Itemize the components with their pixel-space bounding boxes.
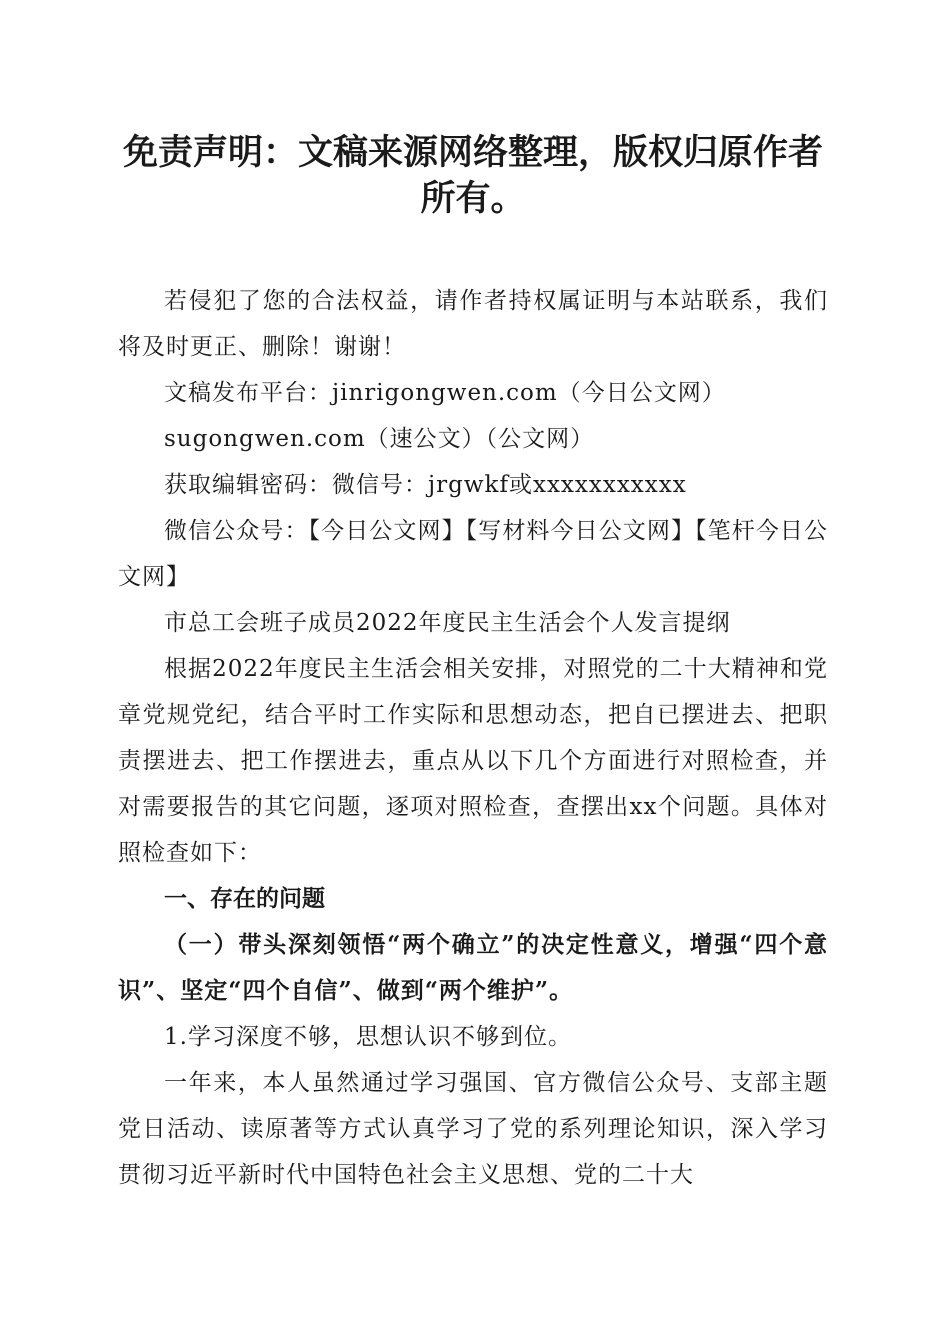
paragraph-copyright-notice: 若侵犯了您的合法权益，请作者持权属证明与本站联系，我们将及时更正、删除！谢谢！ xyxy=(118,288,828,360)
document-page xyxy=(118,130,828,1198)
paragraph-wechat-accounts: 微信公众号：【今日公文网】【写材料今日公文网】【笔杆今日公文网】 xyxy=(118,518,828,590)
paragraph-publish-platform: 文稿发布平台：jinrigongwen.com（今日公文网） xyxy=(164,380,726,406)
paragraph-alt-platforms: sugongwen.com（速公文）（公文网） xyxy=(164,426,595,452)
item-heading: 1.学习深度不够，思想认识不够到位。 xyxy=(164,1024,572,1050)
disclaimer-title: 免责声明：文稿来源网络整理，版权归原作者所有。 xyxy=(122,133,823,219)
section-heading: 一、存在的问题 xyxy=(164,886,325,912)
item-paragraph: 一年来，本人虽然通过学习强国、官方微信公众号、支部主题党日活动、读原著等方式认真学习了党的系列理论知识，深入学习贯彻习近平新时代中国特色社会主义思想、党的二十大 xyxy=(118,1070,828,1188)
paragraph-doc-subject: 市总工会班子成员2022年度民主生活会个人发言提纲 xyxy=(164,610,731,636)
subsection-heading: （一）带头深刻领悟“两个确立”的决定性意义，增强“四个意识”、坚定“四个自信”、做到“两个维护”。 xyxy=(118,931,828,1004)
document-body xyxy=(118,278,828,1198)
paragraph-edit-password: 获取编辑密码：微信号：jrgwkf或xxxxxxxxxxx xyxy=(164,472,687,498)
paragraph-intro: 根据2022年度民主生活会相关安排，对照党的二十大精神和党章党规党纪，结合平时工作实际和思想动态，把自已摆进去、把职责摆进去、把工作摆进去，重点从以下几个方面进行对照检查，并对需要报告的其它问题，逐项对照检查，查摆出xx个问题。具体对照检查如下： xyxy=(118,656,828,866)
